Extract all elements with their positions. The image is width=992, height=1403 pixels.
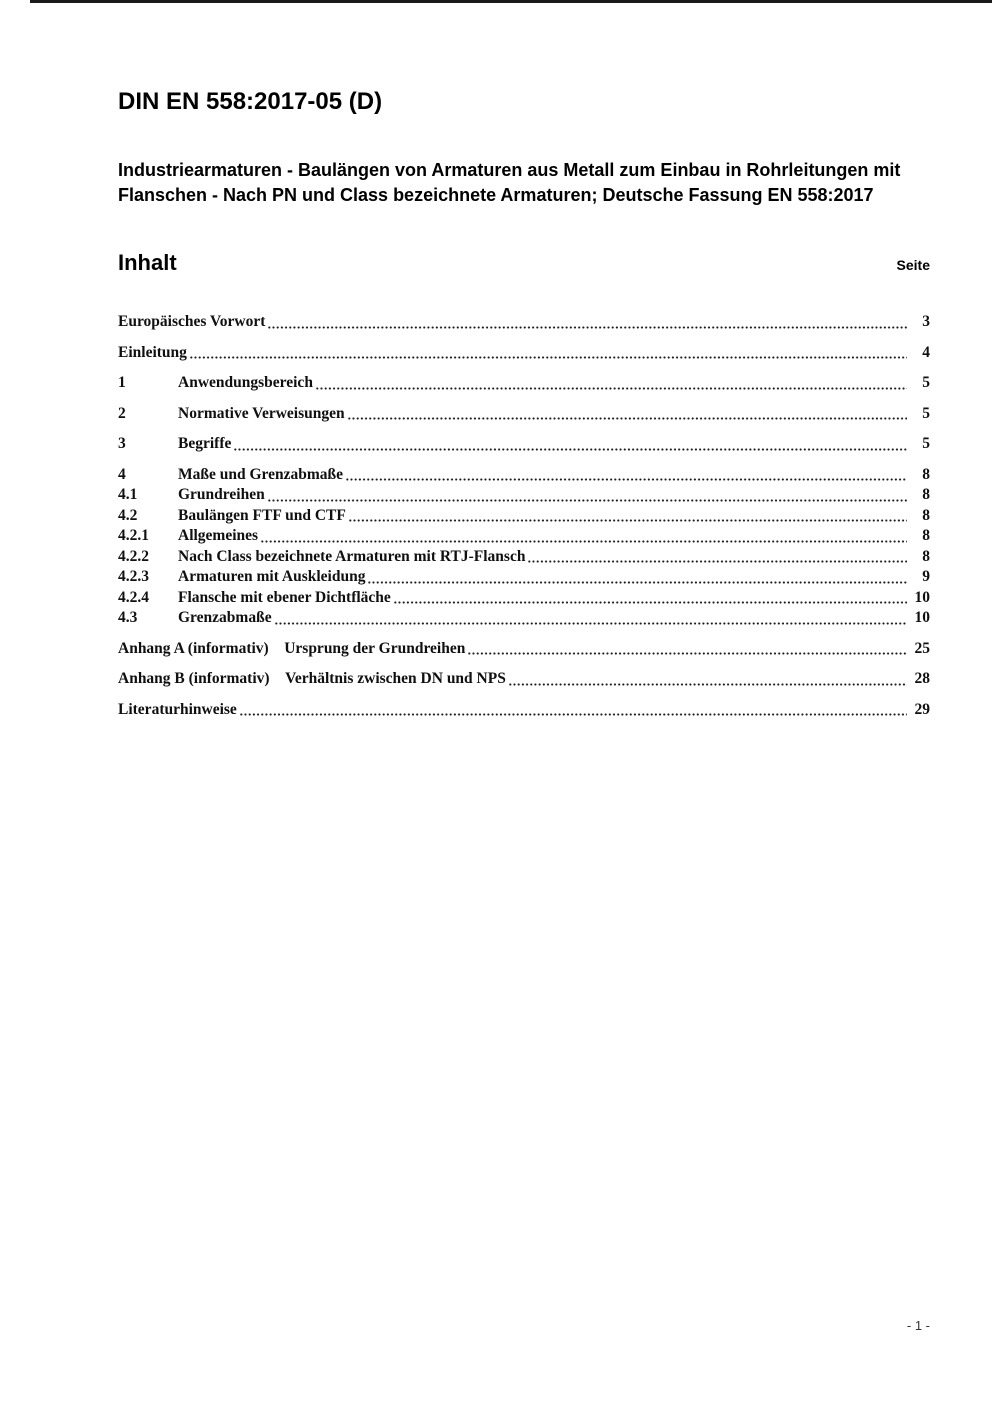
toc-entry [118, 588, 930, 609]
toc-entry-number: 4.2 [118, 506, 138, 524]
toc-entry-label: Europäisches Vorwort [118, 313, 266, 330]
toc-leader-dots [316, 387, 907, 390]
toc-entry [118, 700, 930, 721]
toc-entry-number: 3 [118, 435, 126, 452]
toc-header [118, 250, 930, 276]
toc-leader-dots [261, 540, 907, 543]
toc-leader-dots [394, 601, 907, 604]
toc-entry-page: 5 [922, 435, 930, 452]
toc-entry [118, 608, 930, 629]
toc-entry-page: 8 [922, 506, 930, 524]
toc-entry-page: 5 [922, 374, 930, 391]
toc-entry-label: Baulängen FTF und CTF [178, 506, 346, 524]
toc-entry-number: 4.3 [118, 609, 138, 626]
toc-entry-number: 4 [118, 465, 126, 483]
page-content [118, 0, 930, 720]
toc-entry-number: 4.2.4 [118, 588, 149, 606]
toc-entry-label: Maße und Grenzabmaße [178, 465, 344, 483]
toc-entry [118, 639, 930, 660]
toc-entry [118, 669, 930, 690]
toc-entry-label: Anwendungsbereich [178, 374, 313, 391]
toc-entry-page: 29 [914, 700, 930, 718]
toc-entry [118, 547, 930, 568]
toc-leader-dots [349, 519, 907, 522]
toc-leader-dots [509, 683, 907, 686]
toc-entry-number: 1 [118, 374, 126, 391]
toc-entry [118, 567, 930, 588]
toc-leader-dots [368, 581, 907, 584]
toc-entry-page: 8 [922, 547, 930, 565]
toc-entry-number: 4.1 [118, 486, 138, 503]
toc-leader-dots [528, 560, 907, 563]
toc-entry-label: Grundreihen [178, 486, 265, 503]
toc-leader-dots [346, 478, 907, 481]
toc-entry [118, 465, 930, 486]
page-number-footer: - 1 - [906, 1318, 930, 1333]
toc-entry-label: Flansche mit ebener Dichtfläche [178, 588, 391, 606]
toc-entry [118, 312, 930, 333]
toc-entry-label: Armaturen mit Auskleidung [178, 568, 366, 585]
toc-entry-label: Allgemeines [178, 527, 259, 544]
toc-entry-number: 4.2.1 [118, 527, 149, 544]
toc-leader-dots [234, 448, 907, 451]
toc-page-column-label: Seite [896, 257, 930, 273]
toc-entry-page: 10 [914, 588, 930, 606]
toc-entry-label: Anhang A (informativ) Ursprung der Grundreihen [118, 639, 466, 657]
toc-leader-dots [468, 652, 907, 655]
toc-entry-page: 8 [922, 465, 930, 483]
toc-leader-dots [240, 713, 907, 716]
toc-entry-page: 8 [922, 527, 930, 544]
toc-entry-page: 28 [914, 670, 930, 687]
toc-leader-dots [348, 417, 907, 420]
toc-entry [118, 526, 930, 547]
toc-entry-page: 9 [922, 568, 930, 585]
toc-entry-label: Anhang B (informativ) Verhältnis zwischen DN und NPS [118, 670, 506, 687]
toc-entry-label: Grenzabmaße [178, 609, 272, 626]
toc-entry [118, 373, 930, 394]
toc-entry [118, 343, 930, 364]
toc-leader-dots [268, 499, 907, 502]
toc-entry-label: Begriffe [178, 435, 232, 452]
document-title: Industriearmaturen - Baulängen von Armaturen aus Metall zum Einbau in Rohrleitungen mit Flanschen - Nach PN und Class bezeichnete Armaturen; Deutsche Fassung EN 558:2017 [118, 160, 901, 205]
document-number: DIN EN 558:2017-05 (D) [118, 88, 383, 115]
toc-entry-number: 2 [118, 404, 126, 422]
toc-entry-label: Einleitung [118, 343, 187, 361]
toc-leader-dots [190, 356, 907, 359]
toc-leader-dots [275, 622, 907, 625]
toc-entry-label: Normative Verweisungen [178, 404, 345, 422]
toc-entry [118, 404, 930, 425]
toc-entry-page: 10 [914, 609, 930, 626]
toc-entry-page: 3 [922, 313, 930, 330]
toc-entry-number: 4.2.2 [118, 547, 149, 565]
toc-entry-page: 8 [922, 486, 930, 503]
toc-entry-number: 4.2.3 [118, 568, 149, 585]
toc-entry-page: 5 [922, 404, 930, 422]
toc-entry-page: 25 [914, 639, 930, 657]
toc-entry [118, 434, 930, 455]
toc-heading: Inhalt [118, 250, 177, 275]
toc-entry-page: 4 [922, 343, 930, 361]
table-of-contents [118, 312, 930, 720]
toc-entry [118, 485, 930, 506]
toc-entry [118, 506, 930, 527]
toc-entry-label: Literaturhinweise [118, 700, 237, 718]
toc-leader-dots [268, 326, 907, 329]
toc-entry-label: Nach Class bezeichnete Armaturen mit RTJ-Flansch [178, 547, 526, 565]
